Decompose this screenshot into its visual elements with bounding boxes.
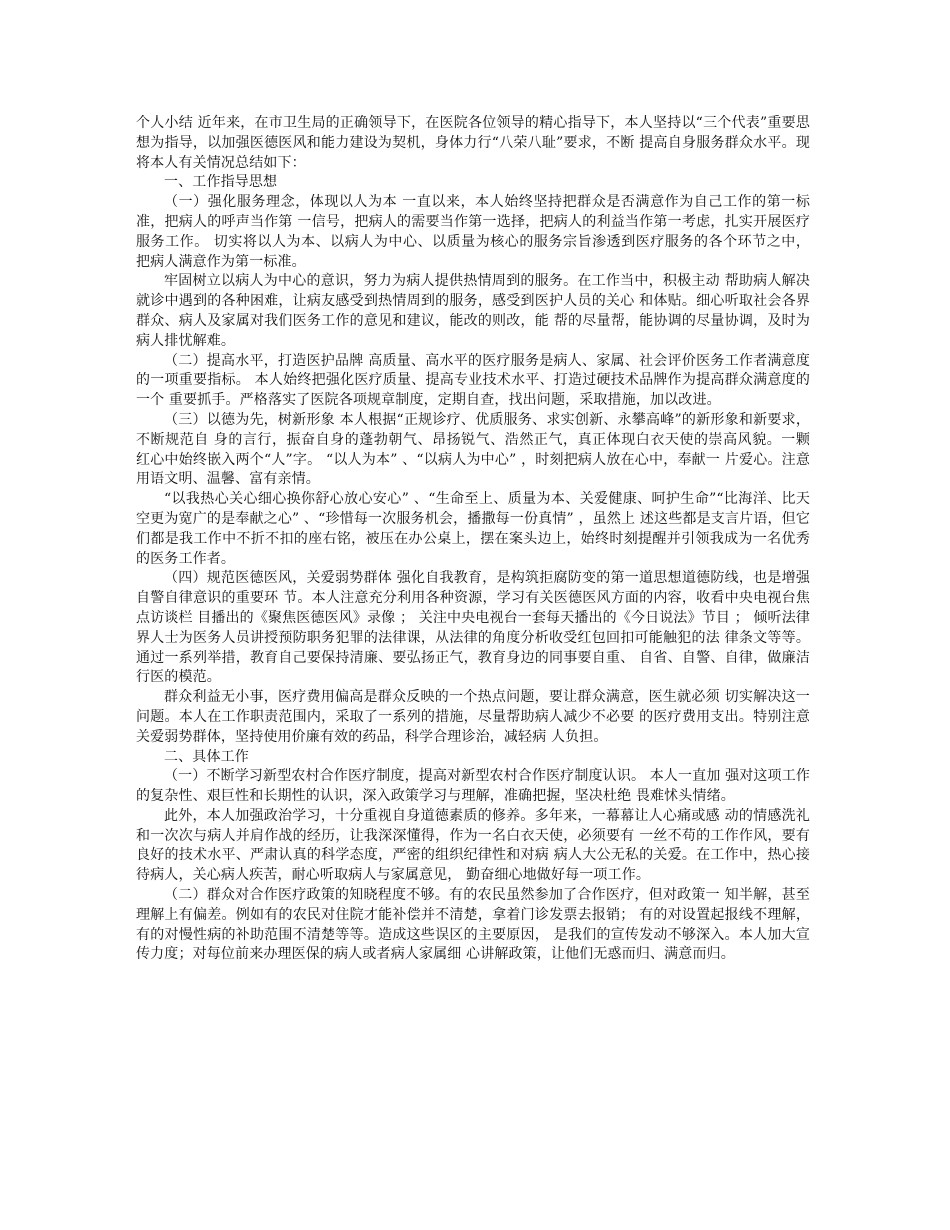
paragraph-policy-awareness: （二）群众对合作医疗政策的知晓程度不够。有的农民虽然参加了合作医疗，但对政策一 知半解，甚至理解上有偏差。例如有的农民对住院才能补偿并不清楚，拿着门诊发票去报销； 有的对设置起报线不理解，有的对慢性病的补助范围不清楚等等。造成这些误区的主要原因， 是我们的宣传发动不够深入。本人加大宣传力度；对每位前来办理医保的病人或者病人家属细 心讲解政策，让他们无惑而归、满意而归。 <box>136 887 810 963</box>
paragraph-rural-cooperative: （一）不断学习新型农村合作医疗制度，提高对新型农村合作医疗制度认识。 本人一直加 强对这项工作的复杂性、艰巨性和长期性的认识，深入政策学习与理解，准确把握，坚决杜绝 畏难怵头情绪。 <box>136 768 810 805</box>
paragraph-medical-brand: （二）提高水平，打造医护品牌 高质量、高水平的医疗服务是病人、家属、社会评价医务工作者满意度的一项重要指标。 本人始终把强化医疗质量、提高专业技术水平、打造过硬技术品牌作为提高群众满意度的一个 重要抓手。严格落实了医院各项规章制度，定期自查，找出问题，采取措施，加以改进。 <box>136 352 810 409</box>
paragraph-patient-centered: 牢固树立以病人为中心的意识，努力为病人提供热情周到的服务。在工作当中，积极主动 帮助病人解决就诊中遇到的各种困难，让病友感受到热情周到的服务，感受到医护人员的关心 和体贴。细心听取社会各界群众、病人及家属对我们医务工作的意见和建议，能改的则改，能 帮的尽量帮，能协调的尽量协调，及时为病人排忧解难。 <box>136 273 810 349</box>
section-heading-guiding-ideology: 一、工作指导思想 <box>164 174 278 191</box>
paragraph-mottos: “以我热心关心细心换你舒心放心安心” 、“生命至上、质量为本、关爱健康、呵护生命”“比海洋、比天空更为宽广的是奉献之心” 、“珍惜每一次服务机会，播撒每一份真情” ，虽然上 述这些都是支言片语，但它们都是我工作中不折不扣的座右铭，被压在办公桌上，摆在案头边上，始终时刻提醒并引领我成为一名优秀的医务工作者。 <box>136 491 810 567</box>
section-heading-specific-work: 二、具体工作 <box>164 748 249 765</box>
paragraph-service-concept: （一）强化服务理念，体现以人为本 一直以来，本人始终坚持把群众是否满意作为自己工作的第一标准，把病人的呼声当作第 一信号，把病人的需要当作第一选择，把病人的利益当作第一考虑，扎实开展医疗服务工作。 切实将以人为本、以病人为中心、以质量为核心的服务宗旨渗透到医疗服务的各个环节之中， 把病人满意作为第一标准。 <box>136 194 810 270</box>
paragraph-medical-ethics: （四）规范医德医风，关爱弱势群体 强化自我教育，是构筑拒腐防变的第一道思想道德防线，也是增强自警自律意识的重要环 节。本人注意充分利用各种资源，学习有关医德医风方面的内容，收看中央电视台焦点访谈栏 目播出的《聚焦医德医风》录像 ； 关注中央电视台一套每天播出的《今日说法》节目 ； 倾听法律 界人士为医务人员讲授预防职务犯罪的法律课，从法律的角度分析收受红包回扣可能触犯的法 律条文等等。通过一系列举措，教育自己要保持清廉、要弘扬正气，教育身边的同事要自重、 自省、自警、自律，做廉洁行医的模范。 <box>136 570 810 686</box>
intro-paragraph: 个人小结 近年来，在市卫生局的正确领导下，在医院各位领导的精心指导下，本人坚持以“三个代表”重要思想为指导，以加强医德医风和能力建设为契机，身体力行“八荣八耻”要求，不断 提高自身服务群众水平。现将本人有关情况总结如下： <box>136 115 810 171</box>
paragraph-virtue-first: （三）以德为先，树新形象 本人根据“正规诊疗、优质服务、求实创新、永攀高峰”的新形象和新要求，不断规范自 身的言行，振奋自身的蓬勃朝气、昂扬锐气、浩然正气，真正体现白衣天使的崇高风貌。一颗 红心中始终嵌入两个“人”字。 “以人为本” 、“以病人为中心” ，时刻把病人放在心中，奉献一 片爱心。注意用语文明、温馨、富有亲情。 <box>136 411 810 488</box>
document-body <box>136 114 810 965</box>
paragraph-medical-costs: 群众利益无小事，医疗费用偏高是群众反映的一个热点问题，要让群众满意，医生就必须 切实解决这一问题。本人在工作职责范围内，采取了一系列的措施，尽量帮助病人减少不必要 的医疗费用支出。特别注意关爱弱势群体，坚持使用价廉有效的药品，科学合理诊治，减轻病 人负担。 <box>136 689 810 745</box>
paragraph-political-study: 此外，本人加强政治学习，十分重视自身道德素质的修养。多年来，一幕幕让人心痛或感 动的情感洗礼和一次次与病人并肩作战的经历，让我深深懂得，作为一名白衣天使，必须要有 一丝不苟的工作作风，要有良好的技术水平、严肃认真的科学态度，严密的组织纪律性和对病 病人大公无私的关爱。在工作中，热心接待病人，关心病人疾苦，耐心听取病人与家属意见， 勤奋细心地做好每一项工作。 <box>136 807 810 884</box>
